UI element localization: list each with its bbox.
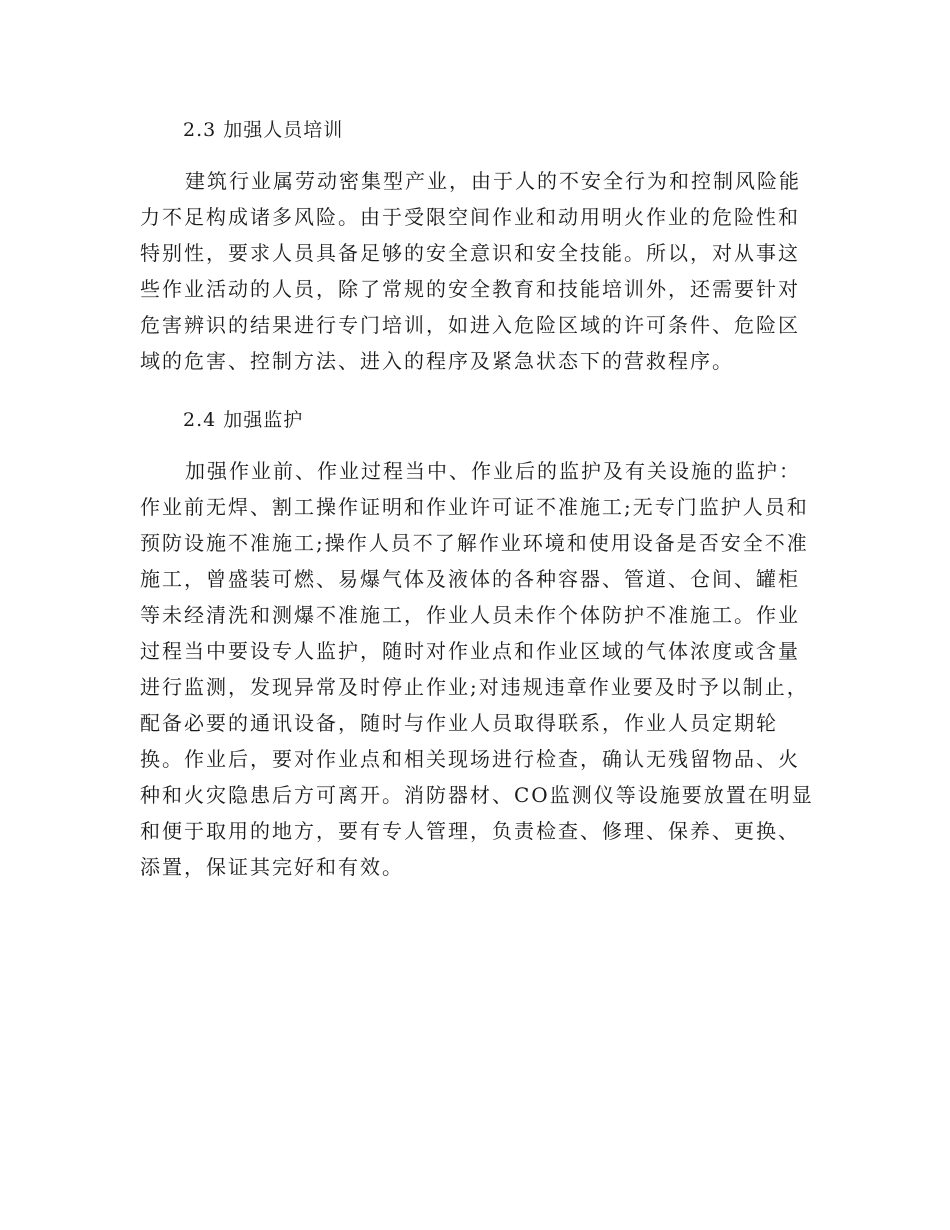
section-heading-2-4: 2.4 加强监护: [183, 409, 304, 431]
paragraph-line: 些作业活动的人员，除了常规的安全教育和技能培训外，还需要针对: [140, 277, 800, 301]
paragraph-line: 进行监测，发现异常及时停止作业;对违规违章作业要及时予以制止，: [140, 675, 809, 699]
paragraph-line: 域的危害、控制方法、进入的程序及紧急状态下的营救程序。: [140, 349, 734, 373]
paragraph-line: 换。作业后，要对作业点和相关现场进行检查，确认无残留物品、火: [140, 747, 800, 771]
paragraph-line: 加强作业前、作业过程当中、作业后的监护及有关设施的监护：: [185, 459, 801, 483]
paragraph-line: 添置，保证其完好和有效。: [140, 855, 404, 879]
paragraph-line: 种和火灾隐患后方可离开。消防器材、CO监测仪等设施要放置在明显: [140, 783, 814, 807]
section-heading-2-3: 2.3 加强人员培训: [183, 119, 344, 141]
paragraph-line: 施工，曾盛装可燃、易爆气体及液体的各种容器、管道、仓间、罐柜: [140, 567, 800, 591]
paragraph-line: 特别性，要求人员具备足够的安全意识和安全技能。所以，对从事这: [140, 241, 800, 265]
paragraph-line: 力不足构成诸多风险。由于受限空间作业和动用明火作业的危险性和: [140, 205, 800, 229]
paragraph-line: 作业前无焊、割工操作证明和作业许可证不准施工;无专门监护人员和: [140, 495, 809, 519]
paragraph-line: 和便于取用的地方，要有专人管理，负责检查、修理、保养、更换、: [140, 819, 800, 843]
paragraph-line: 过程当中要设专人监护，随时对作业点和作业区域的气体浓度或含量: [140, 639, 800, 663]
paragraph-line: 等未经清洗和测爆不准施工，作业人员未作个体防护不准施工。作业: [140, 603, 800, 627]
paragraph-line: 预防设施不准施工;操作人员不了解作业环境和使用设备是否安全不准: [140, 531, 809, 555]
paragraph-line: 危害辨识的结果进行专门培训，如进入危险区域的许可条件、危险区: [140, 313, 800, 337]
paragraph-line: 配备必要的通讯设备，随时与作业人员取得联系，作业人员定期轮: [140, 711, 778, 735]
paragraph-line: 建筑行业属劳动密集型产业，由于人的不安全行为和控制风险能: [185, 169, 801, 193]
